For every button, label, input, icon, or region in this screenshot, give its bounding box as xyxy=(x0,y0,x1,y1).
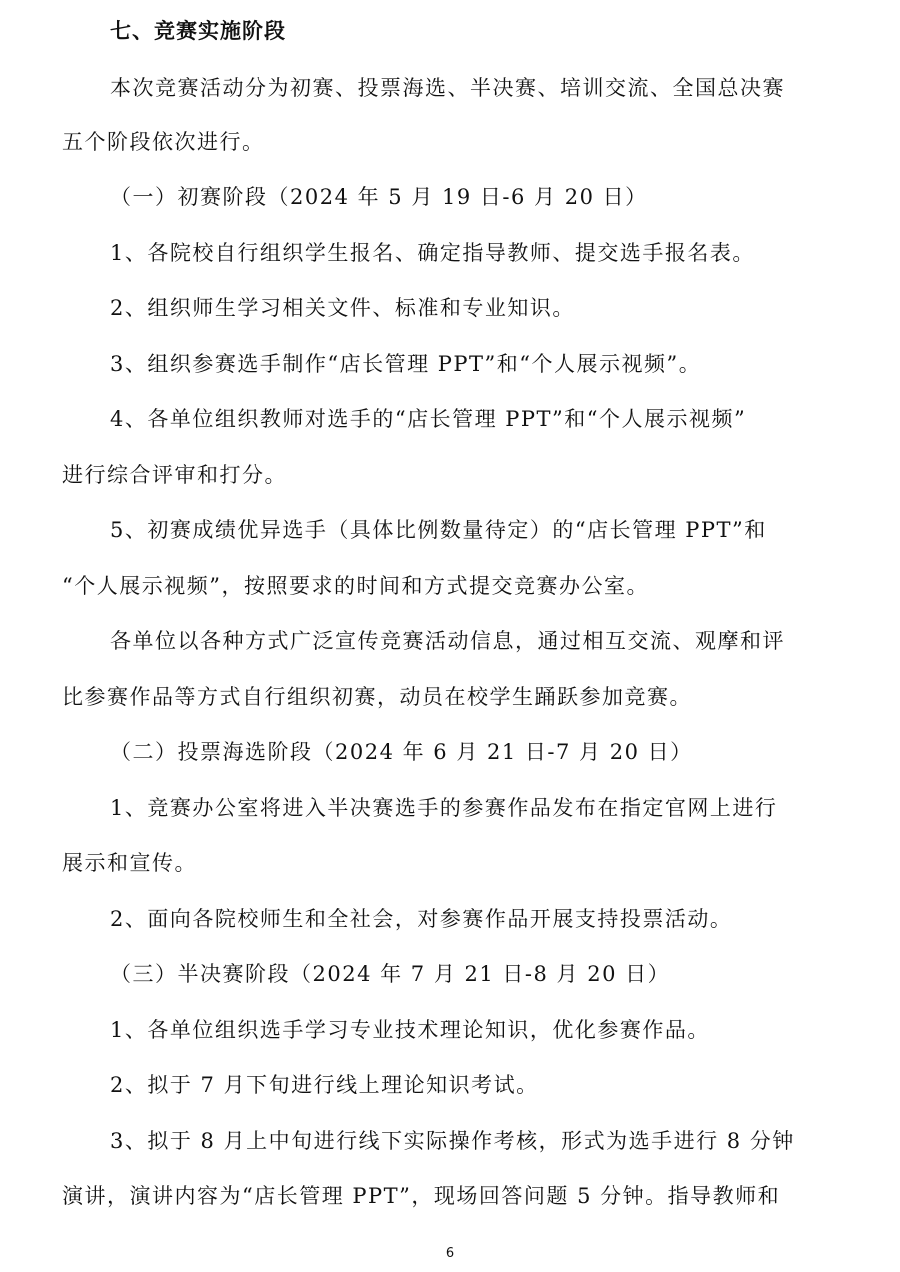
stage1-note-line-2: 比参赛作品等方式自行组织初赛，动员在校学生踊跃参加竞赛。 xyxy=(62,685,692,709)
section-heading: 七、竞赛实施阶段 xyxy=(110,19,286,43)
intro-line-2: 五个阶段依次进行。 xyxy=(62,130,265,154)
stage3-title: （三）半决赛阶段（2024 年 7 月 21 日-8 月 20 日） xyxy=(110,962,671,986)
stage2-item-1-line-2: 展示和宣传。 xyxy=(62,851,197,875)
stage1-note-line-1: 各单位以各种方式广泛宣传竞赛活动信息，通过相互交流、观摩和评 xyxy=(110,629,785,653)
stage1-item-1: 1、各院校自行组织学生报名、确定指导教师、提交选手报名表。 xyxy=(110,241,755,265)
stage1-item-2: 2、组织师生学习相关文件、标准和专业知识。 xyxy=(110,296,575,320)
stage3-item-3-line-1: 3、拟于 8 月上中旬进行线下实际操作考核，形式为选手进行 8 分钟 xyxy=(110,1129,795,1153)
stage1-item-5-line-2: “个人展示视频”，按照要求的时间和方式提交竞赛办公室。 xyxy=(62,574,649,598)
stage1-item-3: 3、组织参赛选手制作“店长管理 PPT”和“个人展示视频”。 xyxy=(110,352,702,376)
stage3-item-3-line-2: 演讲，演讲内容为“店长管理 PPT”，现场回答问题 5 分钟。指导教师和 xyxy=(62,1184,781,1208)
stage1-item-5-line-1: 5、初赛成绩优异选手（具体比例数量待定）的“店长管理 PPT”和 xyxy=(110,518,767,542)
stage2-item-1-line-1: 1、竞赛办公室将进入半决赛选手的参赛作品发布在指定官网上进行 xyxy=(110,796,778,820)
page-number: 6 xyxy=(445,1246,455,1261)
stage2-title: （二）投票海选阶段（2024 年 6 月 21 日-7 月 20 日） xyxy=(110,740,693,764)
stage1-item-4-line-1: 4、各单位组织教师对选手的“店长管理 PPT”和“个人展示视频” xyxy=(110,407,747,431)
stage1-title: （一）初赛阶段（2024 年 5 月 19 日-6 月 20 日） xyxy=(110,185,648,209)
stage2-item-2: 2、面向各院校师生和全社会，对参赛作品开展支持投票活动。 xyxy=(110,907,733,931)
stage1-item-4-line-2: 进行综合评审和打分。 xyxy=(62,463,287,487)
stage3-item-2: 2、拟于 7 月下旬进行线上理论知识考试。 xyxy=(110,1073,539,1097)
stage3-item-1: 1、各单位组织选手学习专业技术理论知识，优化参赛作品。 xyxy=(110,1018,710,1042)
intro-line-1: 本次竞赛活动分为初赛、投票海选、半决赛、培训交流、全国总决赛 xyxy=(110,76,785,100)
